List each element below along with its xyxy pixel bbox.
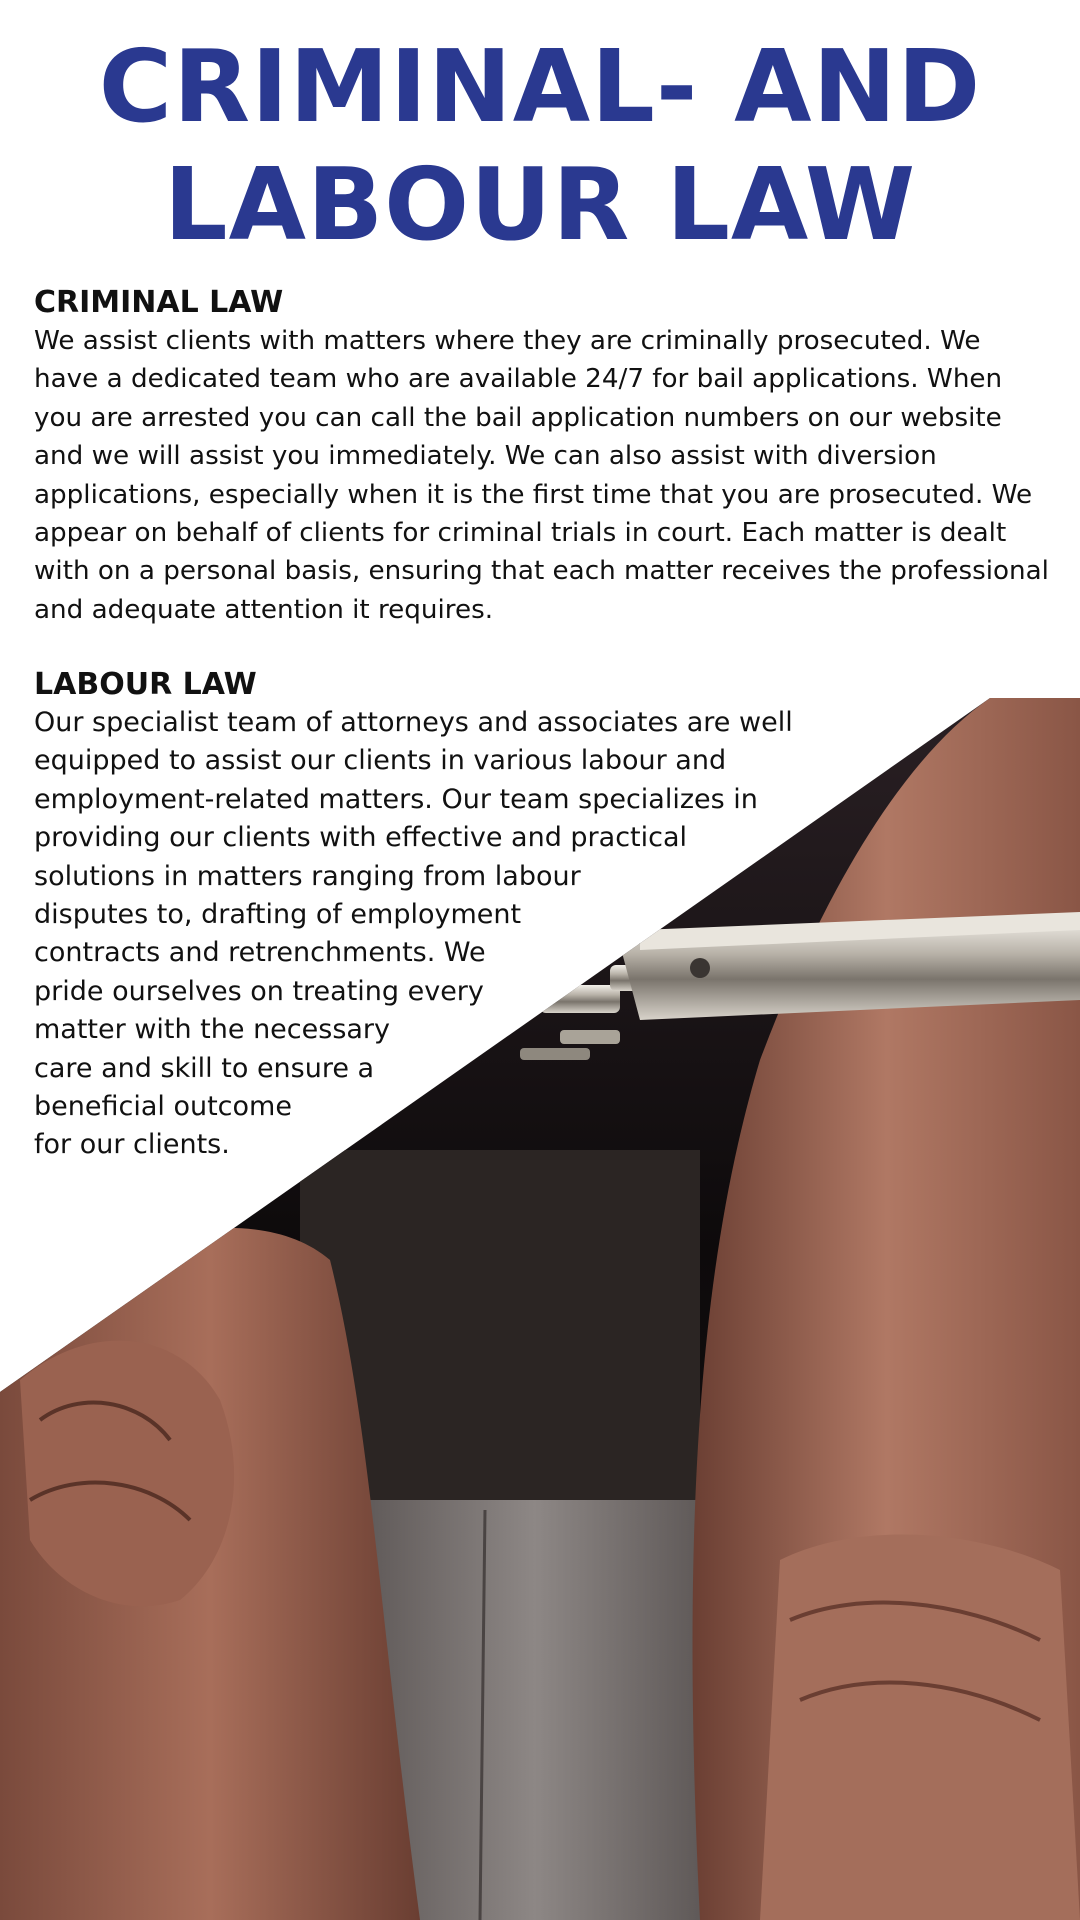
- labour-law-line: contracts and retrenchments. We: [34, 937, 486, 969]
- labour-law-heading: LABOUR LAW: [34, 667, 257, 702]
- labour-law-line: providing our clients with effective and practical: [34, 822, 688, 854]
- title-line-1: CRIMINAL- AND: [98, 28, 982, 145]
- labour-law-line: Our specialist team of attorneys and associates are well: [34, 707, 793, 738]
- labour-law-line: solutions in matters ranging from labour: [34, 860, 581, 892]
- page-title: [0, 28, 1080, 264]
- labour-law-body: [34, 704, 854, 1165]
- labour-law-line: care and skill to ensure a: [34, 1052, 375, 1084]
- labour-law-section: [34, 666, 854, 1165]
- labour-law-line: beneficial outcome: [34, 1091, 292, 1123]
- labour-law-line: disputes to, drafting of employment: [34, 899, 522, 931]
- criminal-law-body: We assist clients with matters where they are criminally prosecuted. We have a dedicated team who are available 24/7 for bail applications. When you are arrested you can call the bail application numbers on our website and we will assist you immediately. We can also assist with diversion applications, especially when it is the first time that you are prosecuted. We appear on behalf of clients for criminal trials in court. Each matter is dealt with on a personal basis, ensuring that each matter receives the professional and adequate attention it requires.: [34, 326, 1049, 625]
- labour-law-line: pride ourselves on treating every: [34, 975, 484, 1007]
- criminal-law-heading: CRIMINAL LAW: [34, 285, 284, 320]
- labour-law-line: matter with the necessary: [34, 1014, 391, 1046]
- criminal-law-section: [34, 284, 1052, 629]
- labour-law-line: employment-related matters. Our team specializes in: [34, 783, 758, 815]
- labour-law-line: equipped to assist our clients in various labour and: [34, 745, 727, 777]
- title-line-2: LABOUR LAW: [163, 146, 917, 263]
- labour-law-line: for our clients.: [34, 1129, 230, 1161]
